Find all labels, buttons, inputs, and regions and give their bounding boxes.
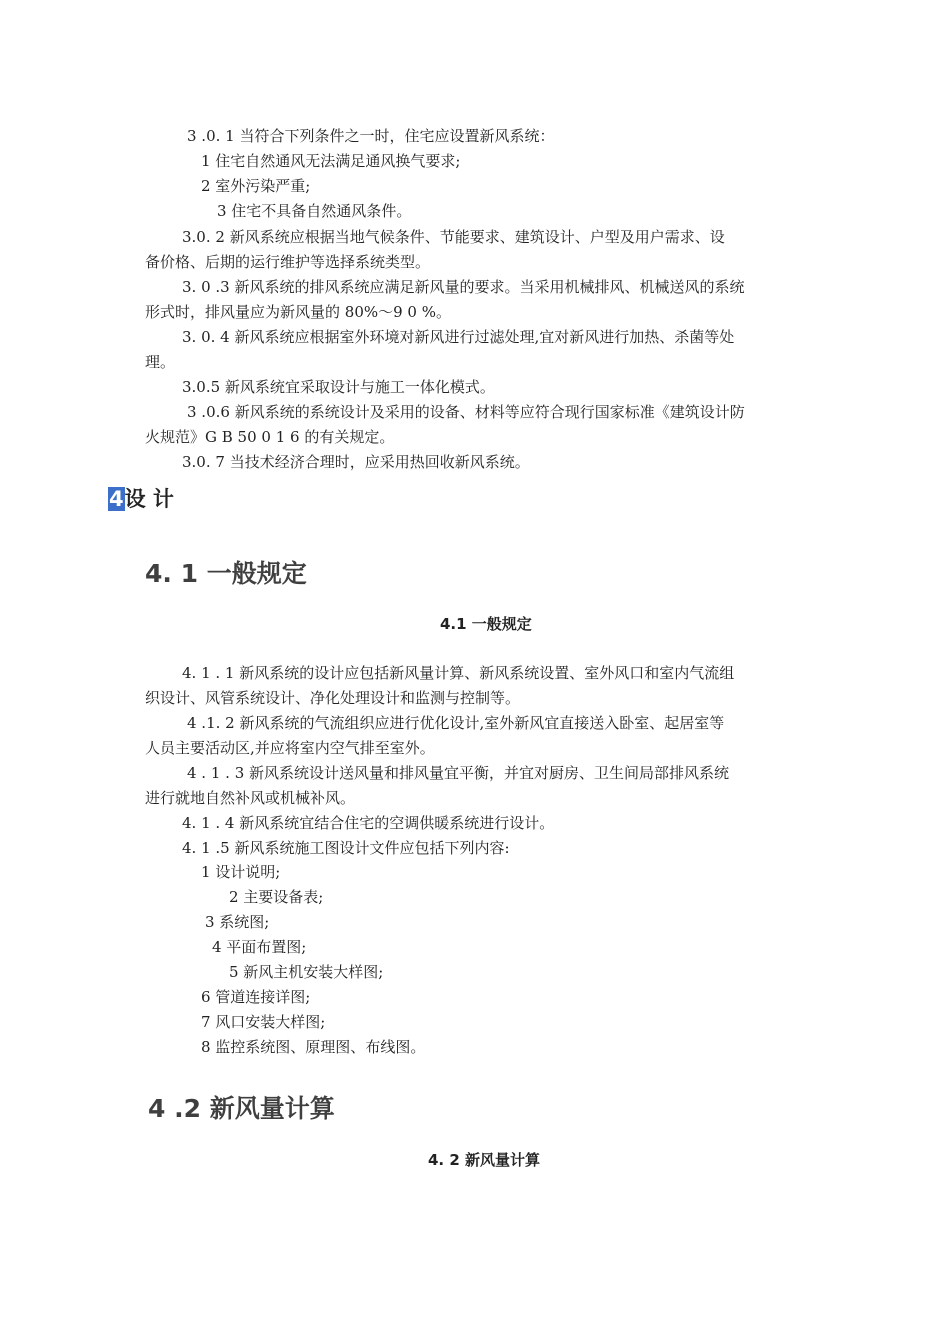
chapter-heading bbox=[108, 486, 174, 512]
clause-3-0-4-cont: 理。 bbox=[145, 353, 176, 371]
clause-3-0-2: 3.0. 2 新风系统应根据当地气候条件、节能要求、建筑设计、户型及用户需求、设 bbox=[182, 228, 725, 246]
clause-3-0-6: 3 .0.6 新风系统的系统设计及采用的设备、材料等应符合现行国家标准《建筑设计防 bbox=[187, 403, 745, 421]
section-heading-4-2: 4 .2 新风量计算 bbox=[148, 1094, 335, 1123]
list-item: 2 主要设备表; bbox=[229, 888, 324, 906]
list-item: 3 住宅不具备自然通风条件。 bbox=[217, 202, 412, 220]
list-item: 4 平面布置图; bbox=[212, 938, 307, 956]
list-item: 2 室外污染严重; bbox=[201, 177, 311, 195]
clause-3-0-3-cont: 形式时，排风量应为新风量的 80%～9 0 %。 bbox=[145, 303, 451, 321]
chapter-title: 设 计 bbox=[124, 487, 174, 511]
clause-4-1-1: 4. 1 . 1 新风系统的设计应包括新风量计算、新风系统设置、室外风口和室内气流组 bbox=[182, 664, 735, 682]
clause-3-0-2-cont: 备价格、后期的运行维护等选择系统类型。 bbox=[145, 253, 431, 271]
list-item: 6 管道连接详图; bbox=[201, 988, 311, 1006]
clause-3-0-6-cont: 火规范》G B 50 0 1 6 的有关规定。 bbox=[145, 428, 395, 446]
list-item: 1 设计说明; bbox=[201, 863, 281, 881]
list-item: 3 系统图; bbox=[205, 913, 270, 931]
list-item: 7 风口安装大样图; bbox=[201, 1013, 326, 1031]
clause-3-0-4: 3. 0. 4 新风系统应根据室外环境对新风进行过滤处理,宜对新风进行加热、杀菌等处 bbox=[182, 328, 735, 346]
clause-4-1-4: 4. 1 . 4 新风系统宜结合住宅的空调供暖系统进行设计。 bbox=[182, 814, 555, 832]
clause-4-1-1-cont: 织设计、风管系统设计、净化处理设计和监测与控制等。 bbox=[145, 689, 521, 707]
clause-4-1-3: 4 . 1 . 3 新风系统设计送风量和排风量宜平衡，并宜对厨房、卫生间局部排风系统 bbox=[187, 764, 730, 782]
clause-3-0-5: 3.0.5 新风系统宜采取设计与施工一体化模式。 bbox=[182, 378, 495, 396]
clause-3-0-1: 3 .0. 1 当符合下列条件之一时，住宅应设置新风系统： bbox=[187, 127, 555, 145]
clause-3-0-7: 3.0. 7 当技术经济合理时，应采用热回收新风系统。 bbox=[182, 453, 530, 471]
section-heading-4-1: 4. 1 一般规定 bbox=[145, 559, 307, 588]
subheading-4-1: 4.1 一般规定 bbox=[440, 615, 532, 633]
clause-4-1-2: 4 .1. 2 新风系统的气流组织应进行优化设计,室外新风宜直接送入卧室、起居室等 bbox=[187, 714, 725, 732]
clause-4-1-2-cont: 人员主要活动区,并应将室内空气排至室外。 bbox=[145, 739, 435, 757]
subheading-4-2: 4. 2 新风量计算 bbox=[428, 1151, 541, 1169]
clause-3-0-3: 3. 0 .3 新风系统的排风系统应满足新风量的要求。当采用机械排风、机械送风的系统 bbox=[182, 278, 745, 296]
clause-4-1-5: 4. 1 .5 新风系统施工图设计文件应包括下列内容: bbox=[182, 839, 510, 857]
clause-4-1-3-cont: 进行就地自然补风或机械补风。 bbox=[145, 789, 356, 807]
list-item: 5 新风主机安装大样图; bbox=[229, 963, 384, 981]
list-item: 8 监控系统图、原理图、布线图。 bbox=[201, 1038, 426, 1056]
chapter-number: 4 bbox=[109, 487, 124, 511]
list-item: 1 住宅自然通风无法满足通风换气要求; bbox=[201, 152, 461, 170]
